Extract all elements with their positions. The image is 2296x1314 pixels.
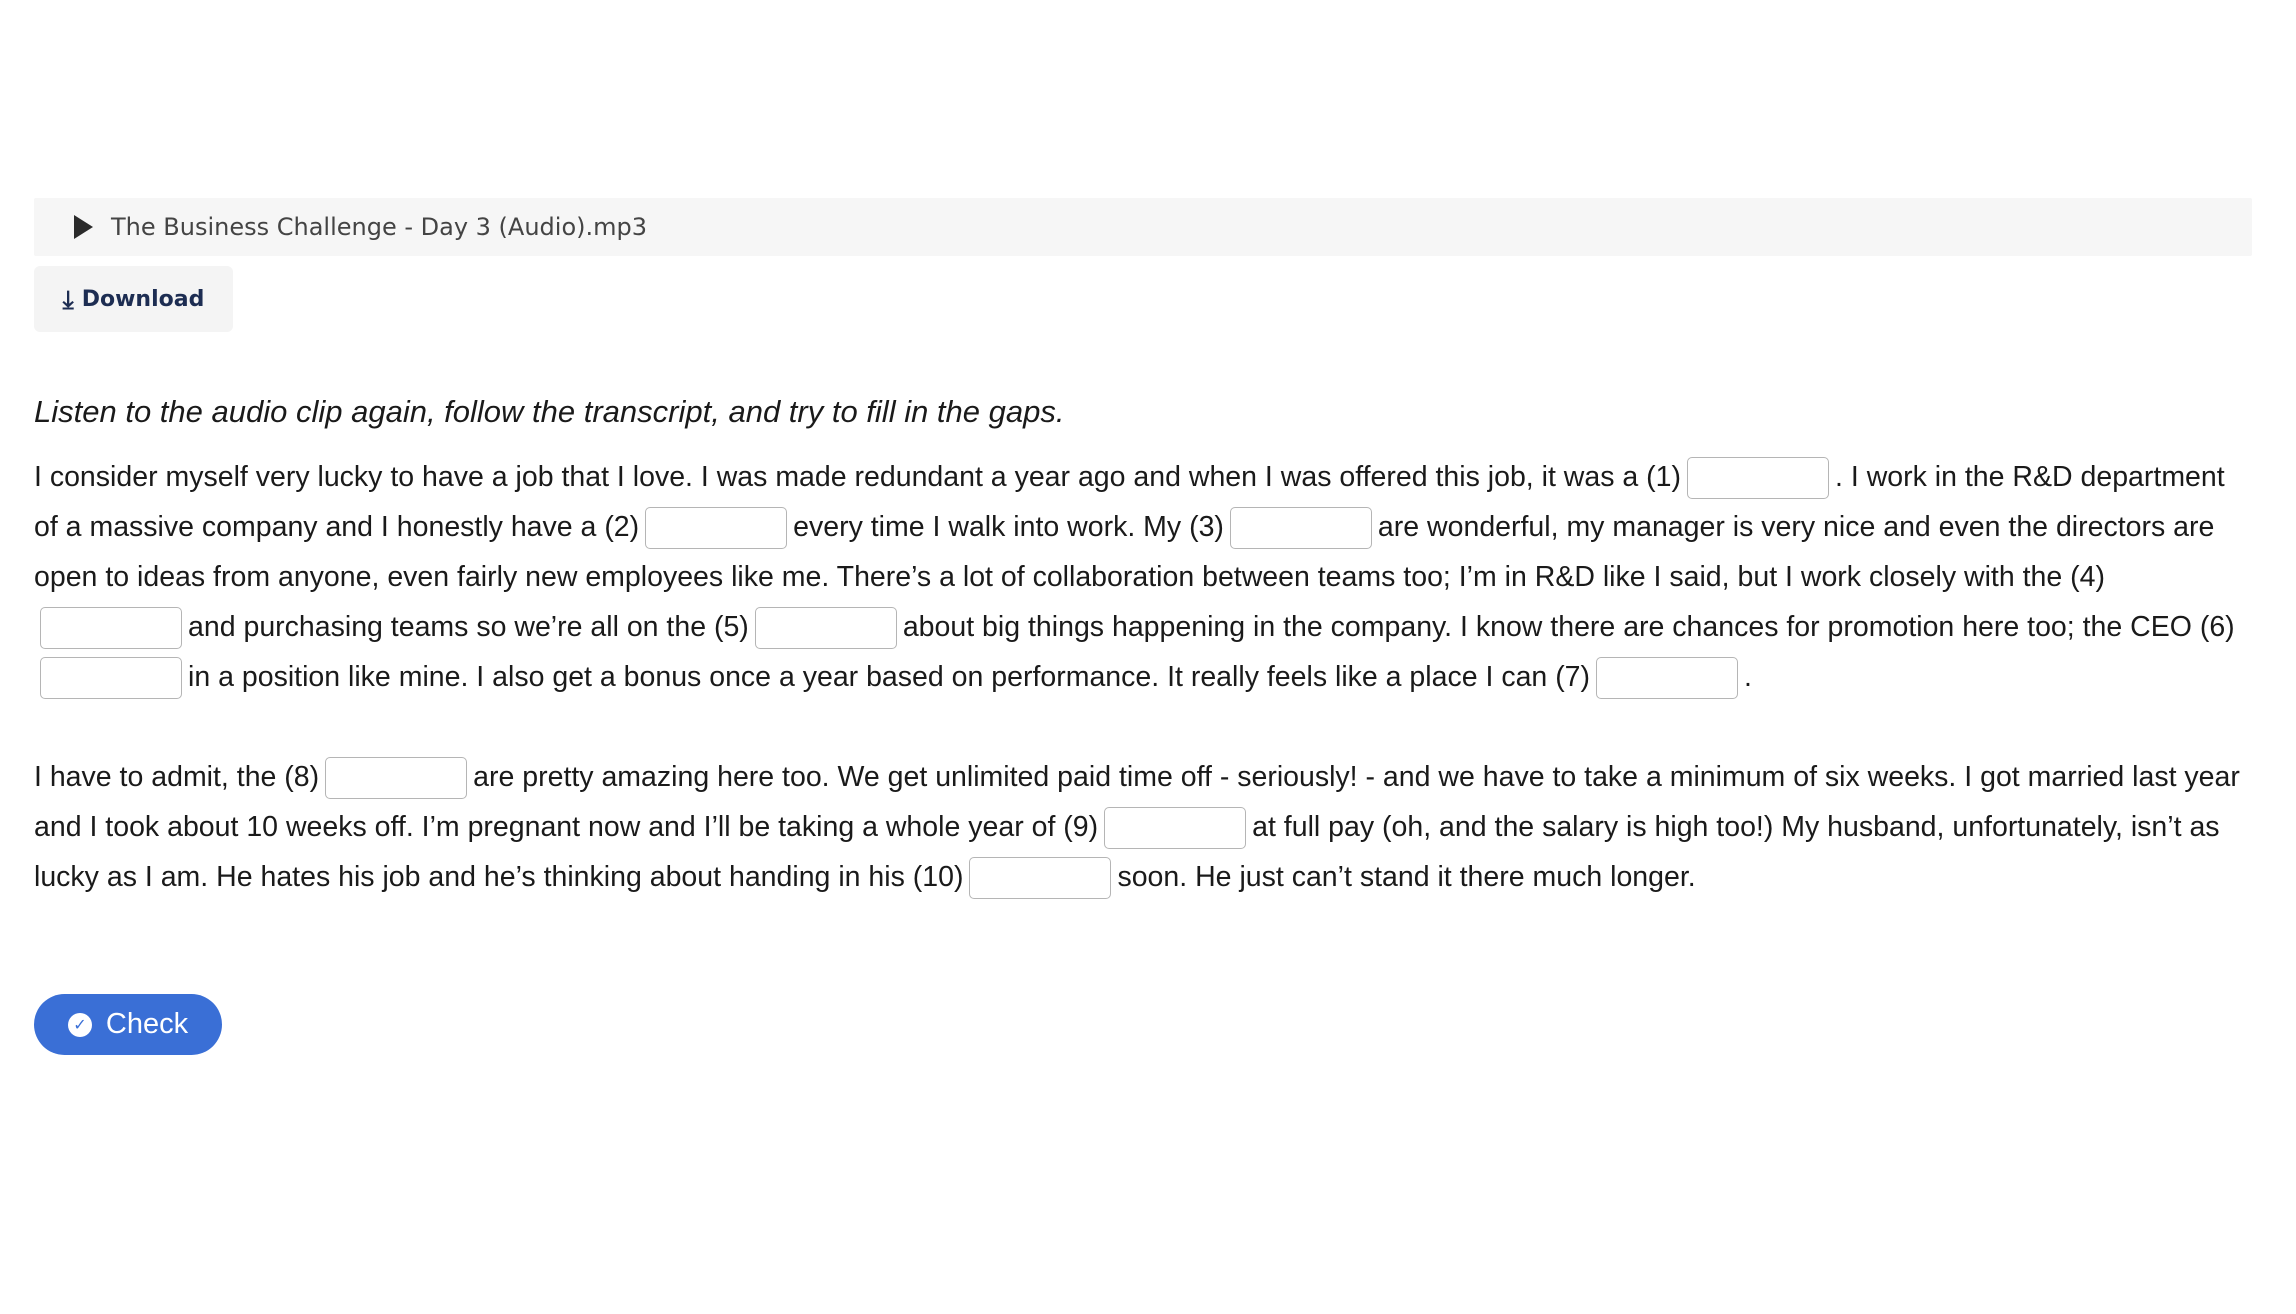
transcript-text: about big things happening in the company. I know there are chances for promotion here too; the CEO (6) (902, 611, 2235, 643)
transcript-paragraph-2 (34, 752, 2252, 902)
transcript-text: are wonderful, my manager is very nice and even the directors are open to ideas from anyone, even fairly new employees like me. There’s a lot of collaboration between teams too; I’m in R&D like I said, but I work closely with the (4) (34, 511, 2215, 593)
download-icon: ⤓ (62, 284, 74, 314)
transcript-text: are pretty amazing here too. We get unlimited paid time off - seriously! - and we have to take a minimum of six weeks. I got married last year and I took about 10 weeks off. I’m pregnant now and I’ll be taking a whole year of (9) (34, 761, 2240, 843)
check-label: Check (105, 1008, 189, 1040)
check-button[interactable] (34, 994, 222, 1055)
download-label: Download (81, 286, 205, 312)
check-circle-icon: ✓ (68, 1013, 92, 1037)
gap-input-7[interactable] (1596, 657, 1738, 699)
transcript-text: every time I walk into work. My (3) (793, 511, 1224, 543)
download-button[interactable] (34, 266, 233, 332)
gap-input-1[interactable] (1687, 457, 1829, 499)
transcript-paragraph-1 (34, 452, 2252, 702)
transcript-text: soon. He just can’t stand it there much longer. (1117, 861, 1696, 893)
audio-player[interactable] (34, 198, 2252, 256)
gap-input-10[interactable] (969, 857, 1111, 899)
gap-input-3[interactable] (1230, 507, 1372, 549)
transcript-text: . I work in the R&D department of a massive company and I honestly have a (2) (34, 461, 2225, 543)
instructions: Listen to the audio clip again, follow the transcript, and try to fill in the gaps. (34, 394, 1065, 429)
transcript-text: and purchasing teams so we’re all on the (5) (188, 611, 749, 643)
transcript-text: . (1744, 661, 1752, 693)
gap-input-8[interactable] (325, 757, 467, 799)
transcript-text: I have to admit, the (8) (34, 761, 320, 793)
transcript-text: in a position like mine. I also get a bonus once a year based on performance. It really feels like a place I can (7) (188, 661, 1591, 693)
transcript-text: I consider myself very lucky to have a job that I love. I was made redundant a year ago and when I was offered this job, it was a (1) (34, 461, 1682, 493)
gap-input-2[interactable] (645, 507, 787, 549)
play-icon[interactable] (74, 215, 93, 239)
gap-input-4[interactable] (40, 607, 182, 649)
audio-title: The Business Challenge - Day 3 (Audio).mp3 (111, 213, 648, 241)
gap-input-5[interactable] (755, 607, 897, 649)
exercise-container (34, 198, 2252, 931)
transcript-text: at full pay (oh, and the salary is high too!) My husband, unfortunately, isn’t as lucky as I am. He hates his job and he’s thinking about handing in his (10) (34, 811, 2220, 893)
gap-input-6[interactable] (40, 657, 182, 699)
gap-input-9[interactable] (1104, 807, 1246, 849)
